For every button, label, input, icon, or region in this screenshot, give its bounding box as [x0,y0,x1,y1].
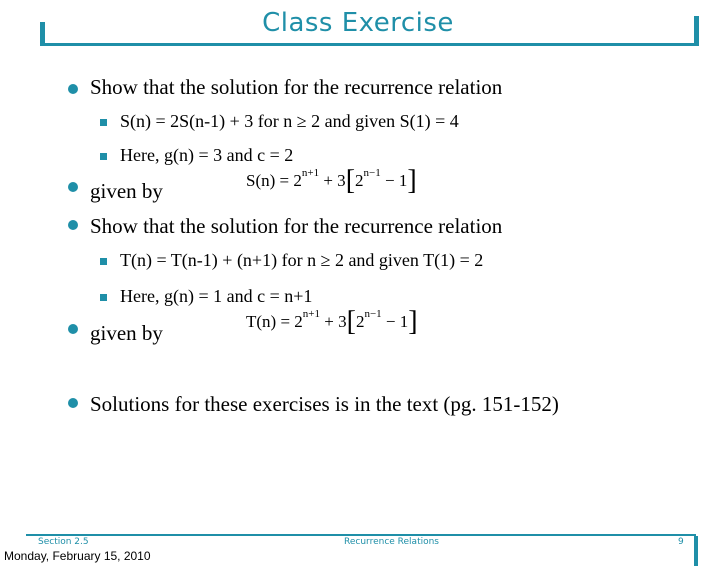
bullet-icon [68,324,78,334]
left-bracket-icon: [ [346,306,356,337]
formula-exponent: n+1 [302,308,321,321]
footer-topic: Recurrence Relations [344,537,440,547]
formula-tail: − 1 [380,171,408,190]
sub-bullet-icon [100,153,107,160]
bullet-text: given by [90,321,163,345]
formula-t [246,306,418,338]
sub-bullet-icon [100,294,107,301]
bullet-text: given by [90,179,163,203]
footer-rule [26,534,696,536]
left-bracket-icon: [ [345,165,356,196]
sub-bullet-text: Here, g(n) = 1 and c = n+1 [120,286,313,306]
formula-lhs: T(n) = 2 [246,312,303,331]
formula-exponent: n−1 [364,308,382,321]
sub-bullet-icon [100,119,107,126]
sub-bullet-icon [100,258,107,265]
formula-exponent: n+1 [301,167,320,180]
footer-page-number: 9 [678,537,684,547]
formula-inner: 2 [355,312,365,331]
formula-lhs: S(n) = 2 [246,171,302,190]
bullet-icon [68,220,78,230]
sub-bullet-text: Here, g(n) = 3 and c = 2 [120,145,294,165]
title-rule [40,43,698,46]
date-stamp: Monday, February 15, 2010 [4,549,151,563]
right-bracket-icon: ] [408,306,418,337]
bullet-icon [68,398,78,408]
sub-bullet-text: T(n) = T(n-1) + (n+1) for n ≥ 2 and given T(1) = 2 [120,250,484,270]
sub-bullet-text: S(n) = 2S(n-1) + 3 for n ≥ 2 and given S(1) = 4 [120,111,459,131]
bullet-text: Solutions for these exercises is in the text (pg. 151-152) [90,392,559,416]
bullet-text: Show that the solution for the recurrence relation [90,214,503,238]
formula-tail: − 1 [381,312,409,331]
bullet-text: Show that the solution for the recurrence relation [90,75,503,99]
slide-title: Class Exercise [262,8,454,38]
footer-rule-right-mark [694,536,698,566]
bullet-icon [68,182,78,192]
formula-mid: + 3 [320,312,347,331]
formula-s [246,165,417,197]
right-bracket-icon: ] [407,165,417,196]
footer-section: Section 2.5 [38,537,89,547]
formula-inner: 2 [355,171,364,190]
formula-exponent: n−1 [363,167,381,180]
bullet-icon [68,84,78,94]
formula-mid: + 3 [319,171,346,190]
